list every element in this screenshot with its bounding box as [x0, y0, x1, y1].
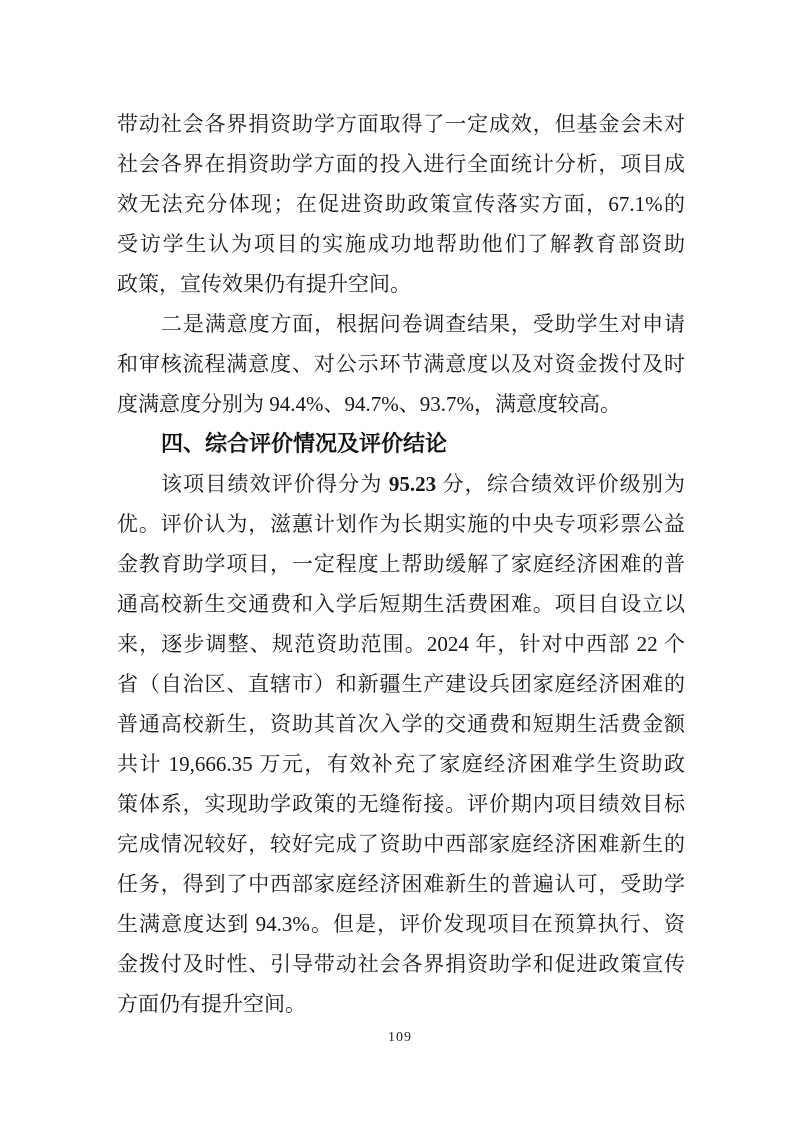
text-run: 来，逐步调整、规范资助范围。2024 年，针对中西部 22 个	[117, 632, 685, 656]
text-line	[117, 984, 685, 1024]
text-run: 完成情况较好，较好完成了资助中西部家庭经济困难新生的	[117, 832, 685, 856]
text-run: 普通高校新生，资助其首次入学的交通费和短期生活费金额	[117, 712, 685, 736]
text-line	[117, 504, 685, 544]
text-line	[117, 384, 685, 424]
text-run: 金教育助学项目，一定程度上帮助缓解了家庭经济困难的普	[117, 552, 685, 576]
text-run: 金拨付及时性、引导带动社会各界捐资助学和促进政策宣传	[117, 952, 685, 976]
text-line	[117, 864, 685, 904]
text-run: 共计 19,666.35 万元，有效补充了家庭经济困难学生资助政	[117, 752, 685, 776]
text-line	[117, 704, 685, 744]
text-run: 四、综合评价情况及评价结论	[161, 431, 448, 456]
text-run: 分，综合绩效评价级别为	[436, 472, 685, 496]
text-run: 带动社会各界捐资助学方面取得了一定成效，但基金会未对	[117, 112, 685, 136]
text-line	[117, 264, 685, 304]
text-line	[117, 824, 685, 864]
page-number: 109	[388, 1030, 412, 1045]
text-line	[117, 304, 685, 344]
text-run: 效无法充分体现；在促进资助政策宣传落实方面，67.1%的	[117, 192, 685, 216]
text-line	[117, 184, 685, 224]
text-run: 通高校新生交通费和入学后短期生活费困难。项目自设立以	[117, 592, 685, 616]
text-line	[117, 344, 685, 384]
text-run: 优。评价认为，滋蕙计划作为长期实施的中央专项彩票公益	[117, 512, 685, 536]
text-run: 二是满意度方面，根据问卷调查结果，受助学生对申请	[161, 312, 685, 336]
text-line	[117, 144, 685, 184]
text-run: 政策，宣传效果仍有提升空间。	[117, 272, 411, 296]
section-heading	[117, 424, 685, 464]
text-run: 社会各界在捐资助学方面的投入进行全面统计分析，项目成	[117, 152, 685, 176]
text-line	[117, 744, 685, 784]
text-line	[117, 944, 685, 984]
text-line	[117, 464, 685, 504]
text-run: 受访学生认为项目的实施成功地帮助他们了解教育部资助	[117, 232, 685, 256]
text-line	[117, 624, 685, 664]
text-line	[117, 104, 685, 144]
text-line	[117, 784, 685, 824]
text-run: 生满意度达到 94.3%。但是，评价发现项目在预算执行、资	[117, 912, 685, 936]
text-line	[117, 544, 685, 584]
text-run: 任务，得到了中西部家庭经济困难新生的普遍认可，受助学	[117, 872, 685, 896]
text-line	[117, 904, 685, 944]
text-run: 和审核流程满意度、对公示环节满意度以及对资金拨付及时	[117, 352, 685, 376]
text-line	[117, 664, 685, 704]
text-run: 该项目绩效评价得分为	[161, 472, 389, 496]
text-line	[117, 584, 685, 624]
text-line	[117, 224, 685, 264]
bold-text-run: 95.23	[388, 472, 437, 496]
text-run: 省（自治区、直辖市）和新疆生产建设兵团家庭经济困难的	[117, 672, 685, 696]
text-run: 策体系，实现助学政策的无缝衔接。评价期内项目绩效目标	[117, 792, 685, 816]
text-run: 方面仍有提升空间。	[117, 992, 306, 1016]
document-body	[117, 104, 685, 1024]
text-run: 度满意度分别为 94.4%、94.7%、93.7%，满意度较高。	[117, 392, 621, 416]
